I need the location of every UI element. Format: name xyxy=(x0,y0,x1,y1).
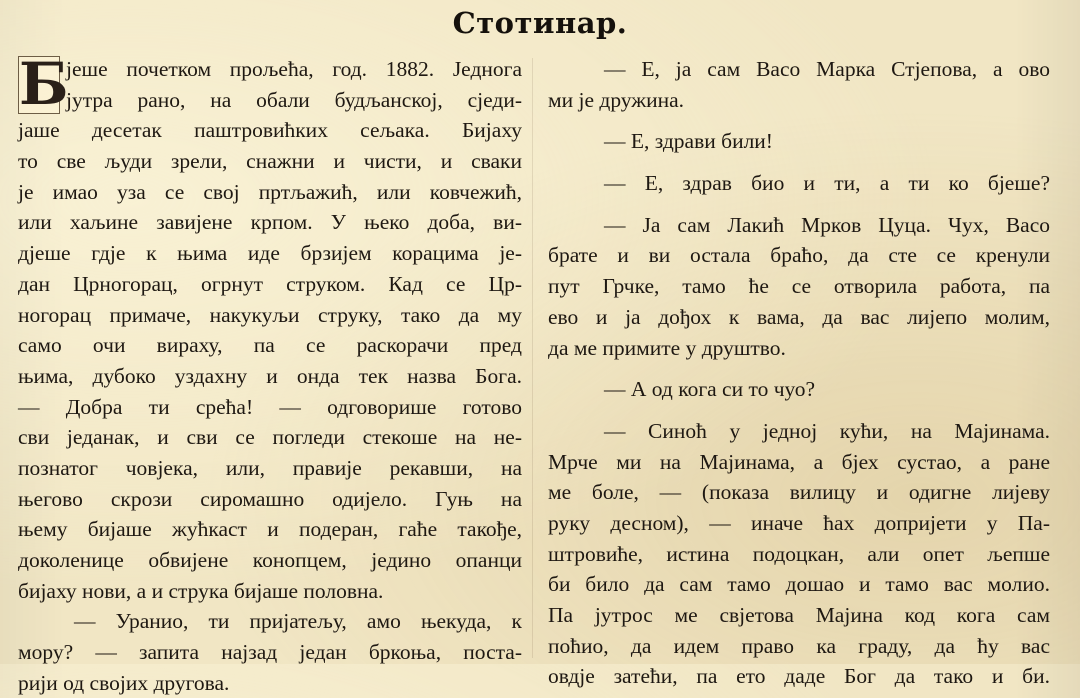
text-line: ме боле, — (показа вилицу и одигне лијеву xyxy=(548,480,1050,505)
text-line: познатог човјека, или, правије рекавши, на xyxy=(18,455,522,480)
text-line: штровиће, истина подоцкан, али опет љепше xyxy=(548,541,1050,566)
text-line: њему бијаше жућкаст и подеран, гаће такође, xyxy=(18,517,522,542)
text-line: сви једанак, и сви се погледи стекоше на не- xyxy=(18,425,522,450)
text-line: Мрче ми на Мајинама, а бјех сустао, а ране xyxy=(548,449,1050,474)
text-line: Па јутрос ме свјетова Мајина код кога сам xyxy=(548,603,1050,627)
text-line: јутра рано, на обали будљанској, сједи- xyxy=(66,87,522,112)
text-line: — Добра ти срећа! — одговорише готово xyxy=(18,394,522,419)
text-line: — Е, ја сам Васо Марка Стјепова, а ово xyxy=(604,57,1050,81)
article-title: Стотинар. xyxy=(452,6,628,40)
text-line: само очи вираху, па се раскорачи пред xyxy=(18,333,522,358)
text-line: да ме примите у друштво. xyxy=(548,335,786,360)
text-line: пут Грчке, тамо ће се отворила работа, па xyxy=(548,274,1050,299)
text-line: њима, дубоко уздахну и онда тек назва Бога. xyxy=(18,363,522,388)
text-line: би било да сам тамо дошао и тамо вас молио. xyxy=(548,572,1050,597)
text-line: или хаљине завијене крпом. У њеко доба, ви- xyxy=(18,210,522,235)
left-column xyxy=(18,50,522,695)
text-line: дан Црногорац, огрнут струком. Кад се Цр- xyxy=(18,271,522,296)
right-column xyxy=(548,54,1050,689)
text-line: поћио, да идем право ка граду, да ћу вас xyxy=(548,633,1050,658)
text-line: — Уранио, ти пријатељу, амо њекуда, к xyxy=(74,609,522,634)
text-line: — Ја сам Лакић Мрков Цуца. Чух, Васо xyxy=(604,212,1050,237)
text-line: његово скрози сиромашно одијело. Гуњ на xyxy=(18,486,522,511)
text-line: рији од својих другова. xyxy=(18,670,230,695)
text-line: је имао уза се свој пртљажић, или ковчежић, xyxy=(18,179,522,204)
text-line: — А од кога си то чуо? xyxy=(604,377,816,402)
text-line: то све људи зрели, снажни и чисти, и сваки xyxy=(18,149,522,174)
text-line: — Е, здрави били! xyxy=(604,129,773,154)
text-line: јеше почетком прољећа, год. 1882. Једнога xyxy=(66,57,522,81)
drop-cap: Б xyxy=(19,50,69,118)
column-divider xyxy=(532,58,533,658)
text-line: мору? — запита најзад један бркоња, поста- xyxy=(18,640,522,665)
text-line: — Е, здрав био и ти, а ти ко бјеше? xyxy=(604,171,1050,196)
text-line: овдје затећи, па ето даде Бог да тако и би. xyxy=(548,664,1050,689)
text-line: — Синоћ у једној кући, на Мајинама. xyxy=(604,418,1050,443)
text-line: брате и ви остала браћо, да сте се кренули xyxy=(548,243,1050,268)
text-line: доколенице обвијене конопцем, једино опанци xyxy=(18,548,522,572)
text-line: ногорац примаче, накукуљи струку, тако да му xyxy=(18,302,522,327)
text-line: бијаху нови, а и струка бијаше половна. xyxy=(18,578,384,603)
text-line: дјеше гдје к њима иде брзијем корацима је- xyxy=(18,241,522,266)
text-line: јаше десетак паштровићких сељака. Бијаху xyxy=(18,118,522,143)
text-line: руку десном), — иначе ћах допријети у Па- xyxy=(548,510,1050,535)
text-line: ево и ја дођох к вама, да вас лијепо молим, xyxy=(548,304,1050,329)
text-line: ми је дружина. xyxy=(548,87,685,112)
